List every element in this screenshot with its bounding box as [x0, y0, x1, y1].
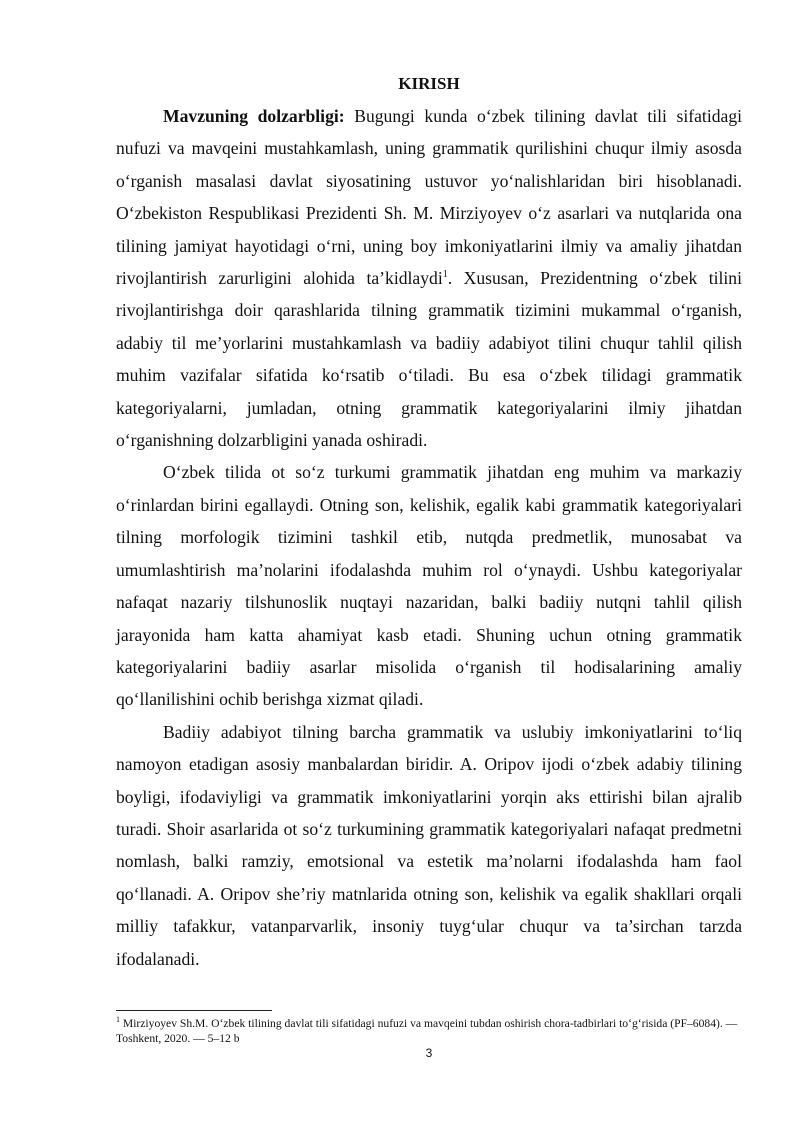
paragraph-relevance — [116, 100, 742, 456]
footnote-divider — [116, 1010, 272, 1011]
paragraph-text: Bugungi kunda o‘zbek tilining davlat tili sifatidagi nufuzi va mavqeini mustahkamlash, uning grammatik qurilishini chuqur ilmiy asosda o‘rganish masalasi davlat siyosatining ustuvor yo‘nalishlaridan biri hisoblanadi. O‘zbekiston Respublikasi Prezidenti Sh. M. Mirziyoyev o‘z asarlari va nutqlarida ona tilining jamiyat hayotidagi o‘rni, uning boy imkoniyatlarini ilmiy va amaliy jihatdan rivojlantirish zarurligini alohida ta’kidlaydi — [116, 106, 742, 289]
footnote-text: Mirziyoyev Sh.M. O‘zbek tilining davlat tili sifatidagi nufuzi va mavqeini tubdan oshirish chora-tadbirlari to‘g‘risida (PF–6084). — Toshkent, 2020. — 5–12 b — [116, 1017, 738, 1045]
document-body — [116, 72, 742, 975]
paragraph-lead: Mavzuning dolzarbligi: — [163, 106, 345, 126]
page-number: 3 — [425, 1046, 433, 1060]
footnote-marker: 1 — [116, 1015, 120, 1025]
footnote — [116, 1016, 742, 1046]
page-title: KIRISH — [398, 74, 460, 93]
paragraph-fiction-language: Badiiy adabiyot tilning barcha grammatik va uslubiy imkoniyatlarini to‘liq namoyon etadigan asosiy manbalardan biridir. A. Oripov ijodi o‘zbek adabiy tilining boyligi, ifodaviyligi va grammatik imkoniyatlarini yorqin aks ettirishi bilan ajralib turadi. Shoir asarlarida ot so‘z turkumining grammatik kategoriyalari nafaqat predmetni nomlash, balki ramziy, emotsional va estetik ma’nolarni ifodalashda ham faol qo‘llanadi. A. Oripov she’riy matnlarida otning son, kelishik va egalik shakllari orqali milliy tafakkur, vatanparvarlik, insoniy tuyg‘ular chuqur va ta’sirchan tarzda ifodalanadi. — [116, 721, 742, 969]
paragraph-text-continued: . Xususan, Prezidentning o‘zbek tilini rivojlantirishga doir qarashlarida tilning grammatik tizimini mukammal o‘rganish, adabiy til me’yorlarini mustahkamlash va badiiy adabiyot tilini chuqur tahlil qilish muhim vazifalar sifatida ko‘rsatib o‘tiladi. Bu esa o‘zbek tilidagi grammatik kategoriyalarni, jumladan, otning grammatik kategoriyalarini ilmiy jihatdan o‘rganishning dolzarbligini yanada oshiradi. — [116, 268, 742, 451]
footnote-reference[interactable]: 1 — [442, 269, 448, 281]
paragraph-noun-categories: O‘zbek tilida ot so‘z turkumi grammatik jihatdan eng muhim va markaziy o‘rinlardan birini egallaydi. Otning son, kelishik, egalik kabi grammatik kategoriyalari tilning morfologik tizimini tashkil etib, nutqda predmetlik, munosabat va umumlashtirish ma’nolarini ifodalashda muhim rol o‘ynaydi. Ushbu kategoriyalar nafaqat nazariy tilshunoslik nuqtayi nazaridan, balki badiiy nutqni tahlil qilish jarayonida ham katta ahamiyat kasb etadi. Shuning uchun otning grammatik kategoriyalarini badiiy asarlar misolida o‘rganish til hodisalarining amaliy qo‘llanilishini ochib berishga xizmat qiladi. — [116, 462, 742, 710]
